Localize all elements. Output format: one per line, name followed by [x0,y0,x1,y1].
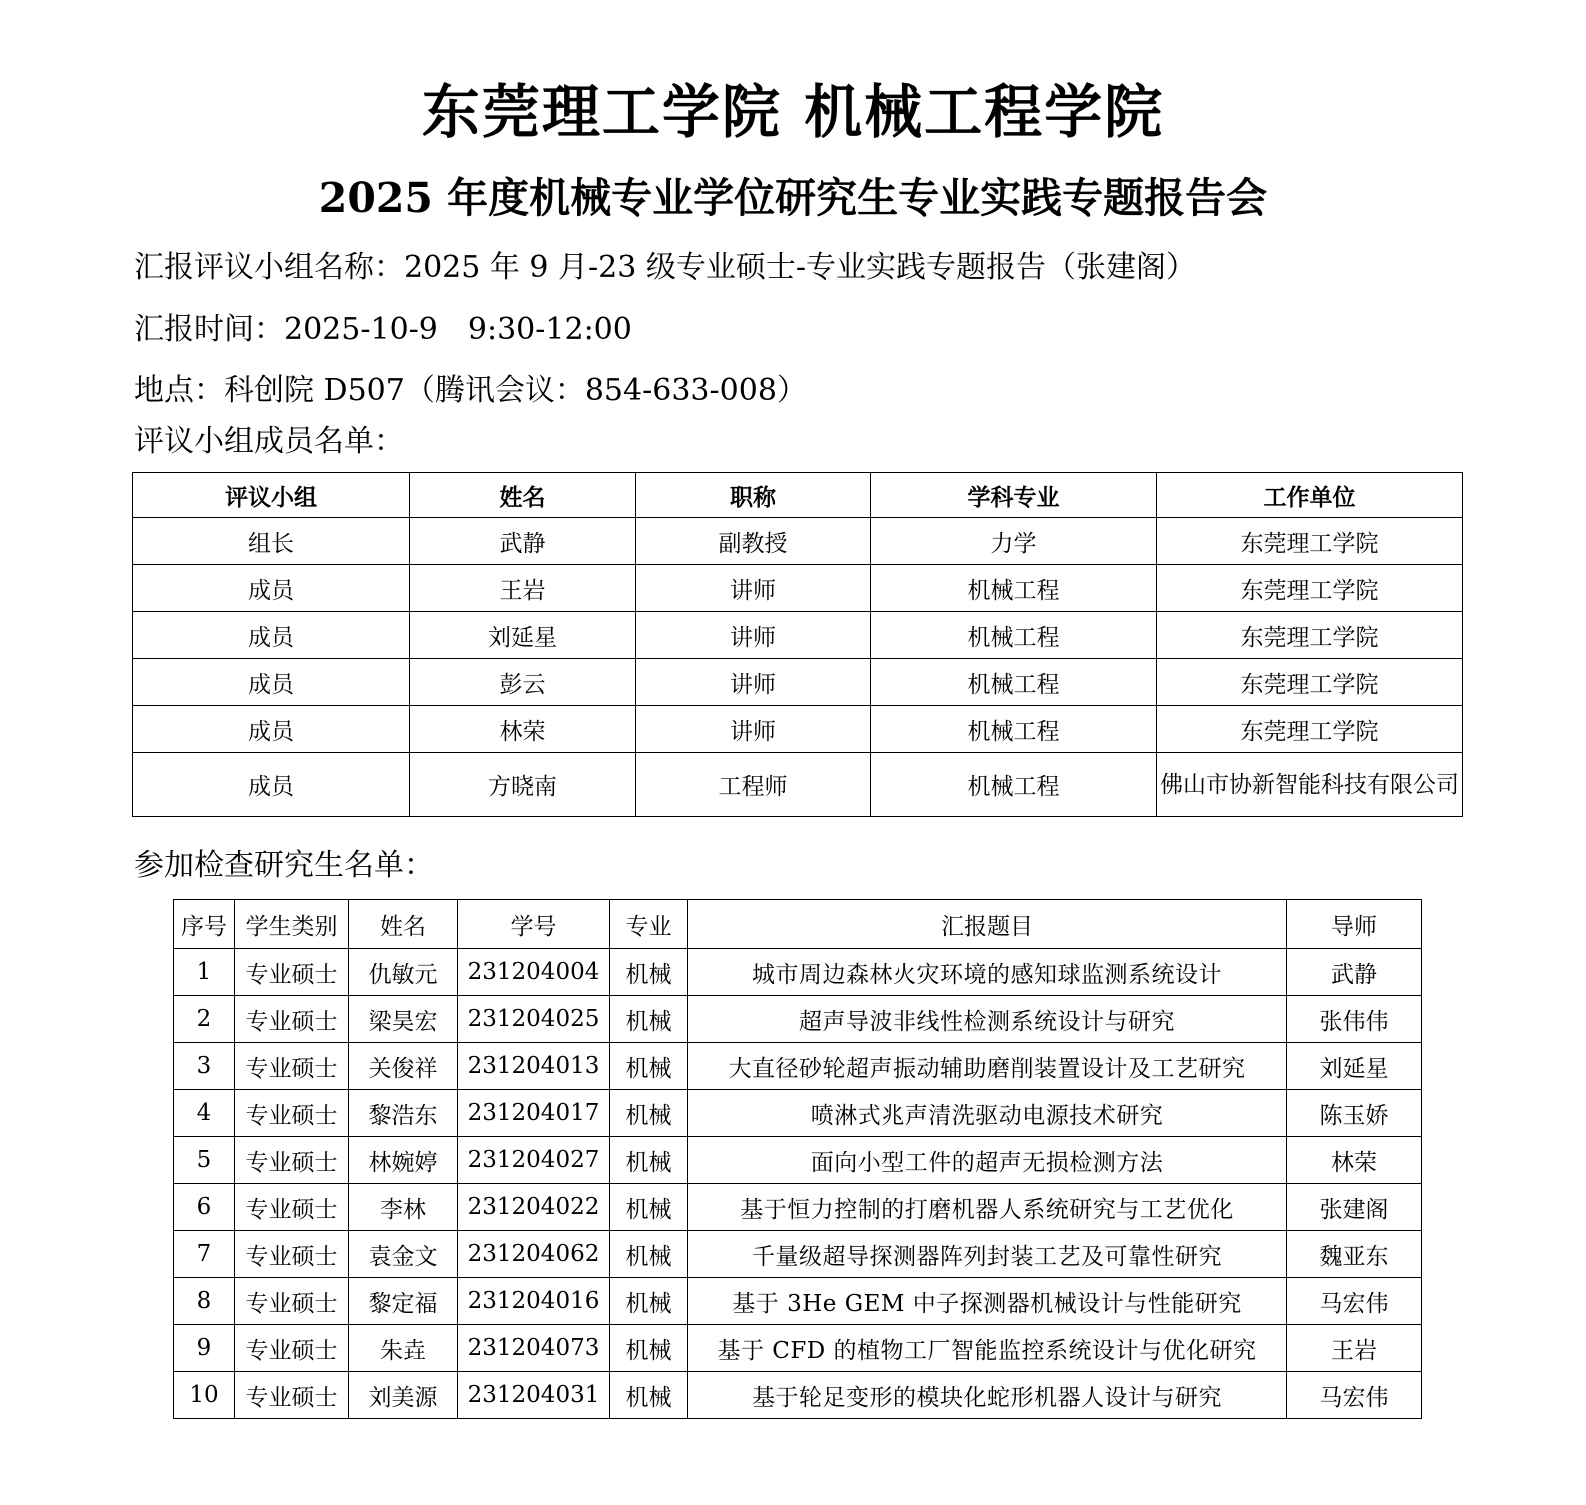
student-name: 刘美源 [349,1372,458,1419]
panel-heading: 评议小组成员名单： [134,424,404,459]
student-index: 6 [174,1184,235,1231]
student-header-index: 序号 [174,900,235,949]
table-row [174,1137,1422,1184]
student-header-major: 专业 [610,900,688,949]
panel-name: 王岩 [410,565,636,612]
table-row [133,612,1463,659]
panel-discipline: 机械工程 [871,612,1157,659]
student-major: 机械 [610,1043,688,1090]
student-table [173,899,1422,1419]
panel-name: 方晓南 [410,753,636,817]
student-major: 机械 [610,1137,688,1184]
student-id: 231204004 [458,949,610,996]
student-header-type: 学生类别 [235,900,349,949]
page-subtitle: 2025 年度机械专业学位研究生专业实践专题报告会 [318,174,1268,222]
table-row [174,996,1422,1043]
student-topic: 基于轮足变形的模块化蛇形机器人设计与研究 [688,1372,1287,1419]
report-time [134,310,632,350]
panel-title: 讲师 [636,659,871,706]
panel-role: 组长 [133,518,410,565]
student-type: 专业硕士 [235,996,349,1043]
student-name: 梁昊宏 [349,996,458,1043]
student-advisor: 武静 [1287,949,1422,996]
student-type: 专业硕士 [235,1231,349,1278]
student-type: 专业硕士 [235,1278,349,1325]
student-index: 9 [174,1325,235,1372]
report-time-label: 汇报时间：2025-10-9 [134,312,438,347]
table-row [174,949,1422,996]
student-type: 专业硕士 [235,1184,349,1231]
panel-employer: 东莞理工学院 [1157,565,1463,612]
panel-table [132,472,1463,817]
student-type: 专业硕士 [235,1043,349,1090]
student-major: 机械 [610,1090,688,1137]
student-id: 231204025 [458,996,610,1043]
student-index: 2 [174,996,235,1043]
table-row [174,1278,1422,1325]
table-row [174,1043,1422,1090]
location: 地点：科创院 D507（腾讯会议：854-633-008） [134,373,807,408]
student-index: 7 [174,1231,235,1278]
table-row [133,706,1463,753]
student-advisor: 马宏伟 [1287,1372,1422,1419]
student-major: 机械 [610,1231,688,1278]
panel-employer: 佛山市协新智能科技有限公司 [1157,753,1463,817]
student-topic: 面向小型工件的超声无损检测方法 [688,1137,1287,1184]
student-index: 4 [174,1090,235,1137]
student-type: 专业硕士 [235,949,349,996]
student-id: 231204031 [458,1372,610,1419]
student-type: 专业硕士 [235,1090,349,1137]
student-topic: 基于 3He GEM 中子探测器机械设计与性能研究 [688,1278,1287,1325]
panel-title: 讲师 [636,612,871,659]
panel-role: 成员 [133,753,410,817]
table-row [133,518,1463,565]
student-major: 机械 [610,949,688,996]
panel-discipline: 机械工程 [871,706,1157,753]
student-name: 林婉婷 [349,1137,458,1184]
table-row [174,1325,1422,1372]
student-advisor: 魏亚东 [1287,1231,1422,1278]
student-type: 专业硕士 [235,1325,349,1372]
group-name: 汇报评议小组名称：2025 年 9 月-23 级专业硕士-专业实践专题报告（张建阁） [134,250,1197,285]
student-type: 专业硕士 [235,1137,349,1184]
table-row [133,565,1463,612]
panel-discipline: 机械工程 [871,565,1157,612]
student-topic: 基于恒力控制的打磨机器人系统研究与工艺优化 [688,1184,1287,1231]
student-major: 机械 [610,1278,688,1325]
panel-title: 工程师 [636,753,871,817]
table-row [174,1372,1422,1419]
student-header-name: 姓名 [349,900,458,949]
student-id: 231204013 [458,1043,610,1090]
panel-role: 成员 [133,659,410,706]
panel-name: 武静 [410,518,636,565]
student-index: 3 [174,1043,235,1090]
report-time-range: 9:30-12:00 [467,312,632,347]
student-name: 仇敏元 [349,949,458,996]
student-id: 231204062 [458,1231,610,1278]
panel-employer: 东莞理工学院 [1157,612,1463,659]
table-row [174,1231,1422,1278]
panel-name: 彭云 [410,659,636,706]
student-advisor: 林荣 [1287,1137,1422,1184]
student-type: 专业硕士 [235,1372,349,1419]
table-row [133,753,1463,817]
student-name: 关俊祥 [349,1043,458,1090]
student-index: 8 [174,1278,235,1325]
student-id: 231204027 [458,1137,610,1184]
page-title: 东莞理工学院 机械工程学院 [421,78,1165,146]
student-header-topic: 汇报题目 [688,900,1287,949]
student-advisor: 陈玉娇 [1287,1090,1422,1137]
panel-discipline: 机械工程 [871,659,1157,706]
student-id: 231204022 [458,1184,610,1231]
panel-name: 林荣 [410,706,636,753]
panel-name: 刘延星 [410,612,636,659]
student-major: 机械 [610,1372,688,1419]
panel-discipline: 机械工程 [871,753,1157,817]
panel-title: 副教授 [636,518,871,565]
panel-employer: 东莞理工学院 [1157,706,1463,753]
student-advisor: 张伟伟 [1287,996,1422,1043]
student-topic: 基于 CFD 的植物工厂智能监控系统设计与优化研究 [688,1325,1287,1372]
student-advisor: 马宏伟 [1287,1278,1422,1325]
panel-title: 讲师 [636,706,871,753]
student-advisor: 刘延星 [1287,1043,1422,1090]
panel-title: 讲师 [636,565,871,612]
student-major: 机械 [610,996,688,1043]
student-index: 1 [174,949,235,996]
student-id: 231204073 [458,1325,610,1372]
student-advisor: 张建阁 [1287,1184,1422,1231]
panel-discipline: 力学 [871,518,1157,565]
student-topic: 喷淋式兆声清洗驱动电源技术研究 [688,1090,1287,1137]
student-advisor: 王岩 [1287,1325,1422,1372]
student-topic: 千量级超导探测器阵列封装工艺及可靠性研究 [688,1231,1287,1278]
table-row [174,1090,1422,1137]
table-row [133,659,1463,706]
panel-employer: 东莞理工学院 [1157,659,1463,706]
student-name: 黎定福 [349,1278,458,1325]
student-header-id: 学号 [458,900,610,949]
student-name: 李林 [349,1184,458,1231]
student-topic: 超声导波非线性检测系统设计与研究 [688,996,1287,1043]
panel-header-role: 评议小组 [133,473,410,518]
panel-header-discipline: 学科专业 [871,473,1157,518]
student-index: 5 [174,1137,235,1184]
student-major: 机械 [610,1325,688,1372]
student-heading: 参加检查研究生名单： [134,848,434,883]
student-name: 朱垚 [349,1325,458,1372]
panel-role: 成员 [133,706,410,753]
panel-employer: 东莞理工学院 [1157,518,1463,565]
student-major: 机械 [610,1184,688,1231]
panel-header-employer: 工作单位 [1157,473,1463,518]
student-topic: 大直径砂轮超声振动辅助磨削装置设计及工艺研究 [688,1043,1287,1090]
student-header-advisor: 导师 [1287,900,1422,949]
student-id: 231204016 [458,1278,610,1325]
student-name: 袁金文 [349,1231,458,1278]
student-topic: 城市周边森林火灾环境的感知球监测系统设计 [688,949,1287,996]
panel-role: 成员 [133,612,410,659]
student-name: 黎浩东 [349,1090,458,1137]
panel-header-name: 姓名 [410,473,636,518]
student-index: 10 [174,1372,235,1419]
table-row [174,1184,1422,1231]
student-id: 231204017 [458,1090,610,1137]
panel-header-row [133,473,1463,518]
student-header-row [174,900,1422,949]
panel-role: 成员 [133,565,410,612]
panel-header-title: 职称 [636,473,871,518]
